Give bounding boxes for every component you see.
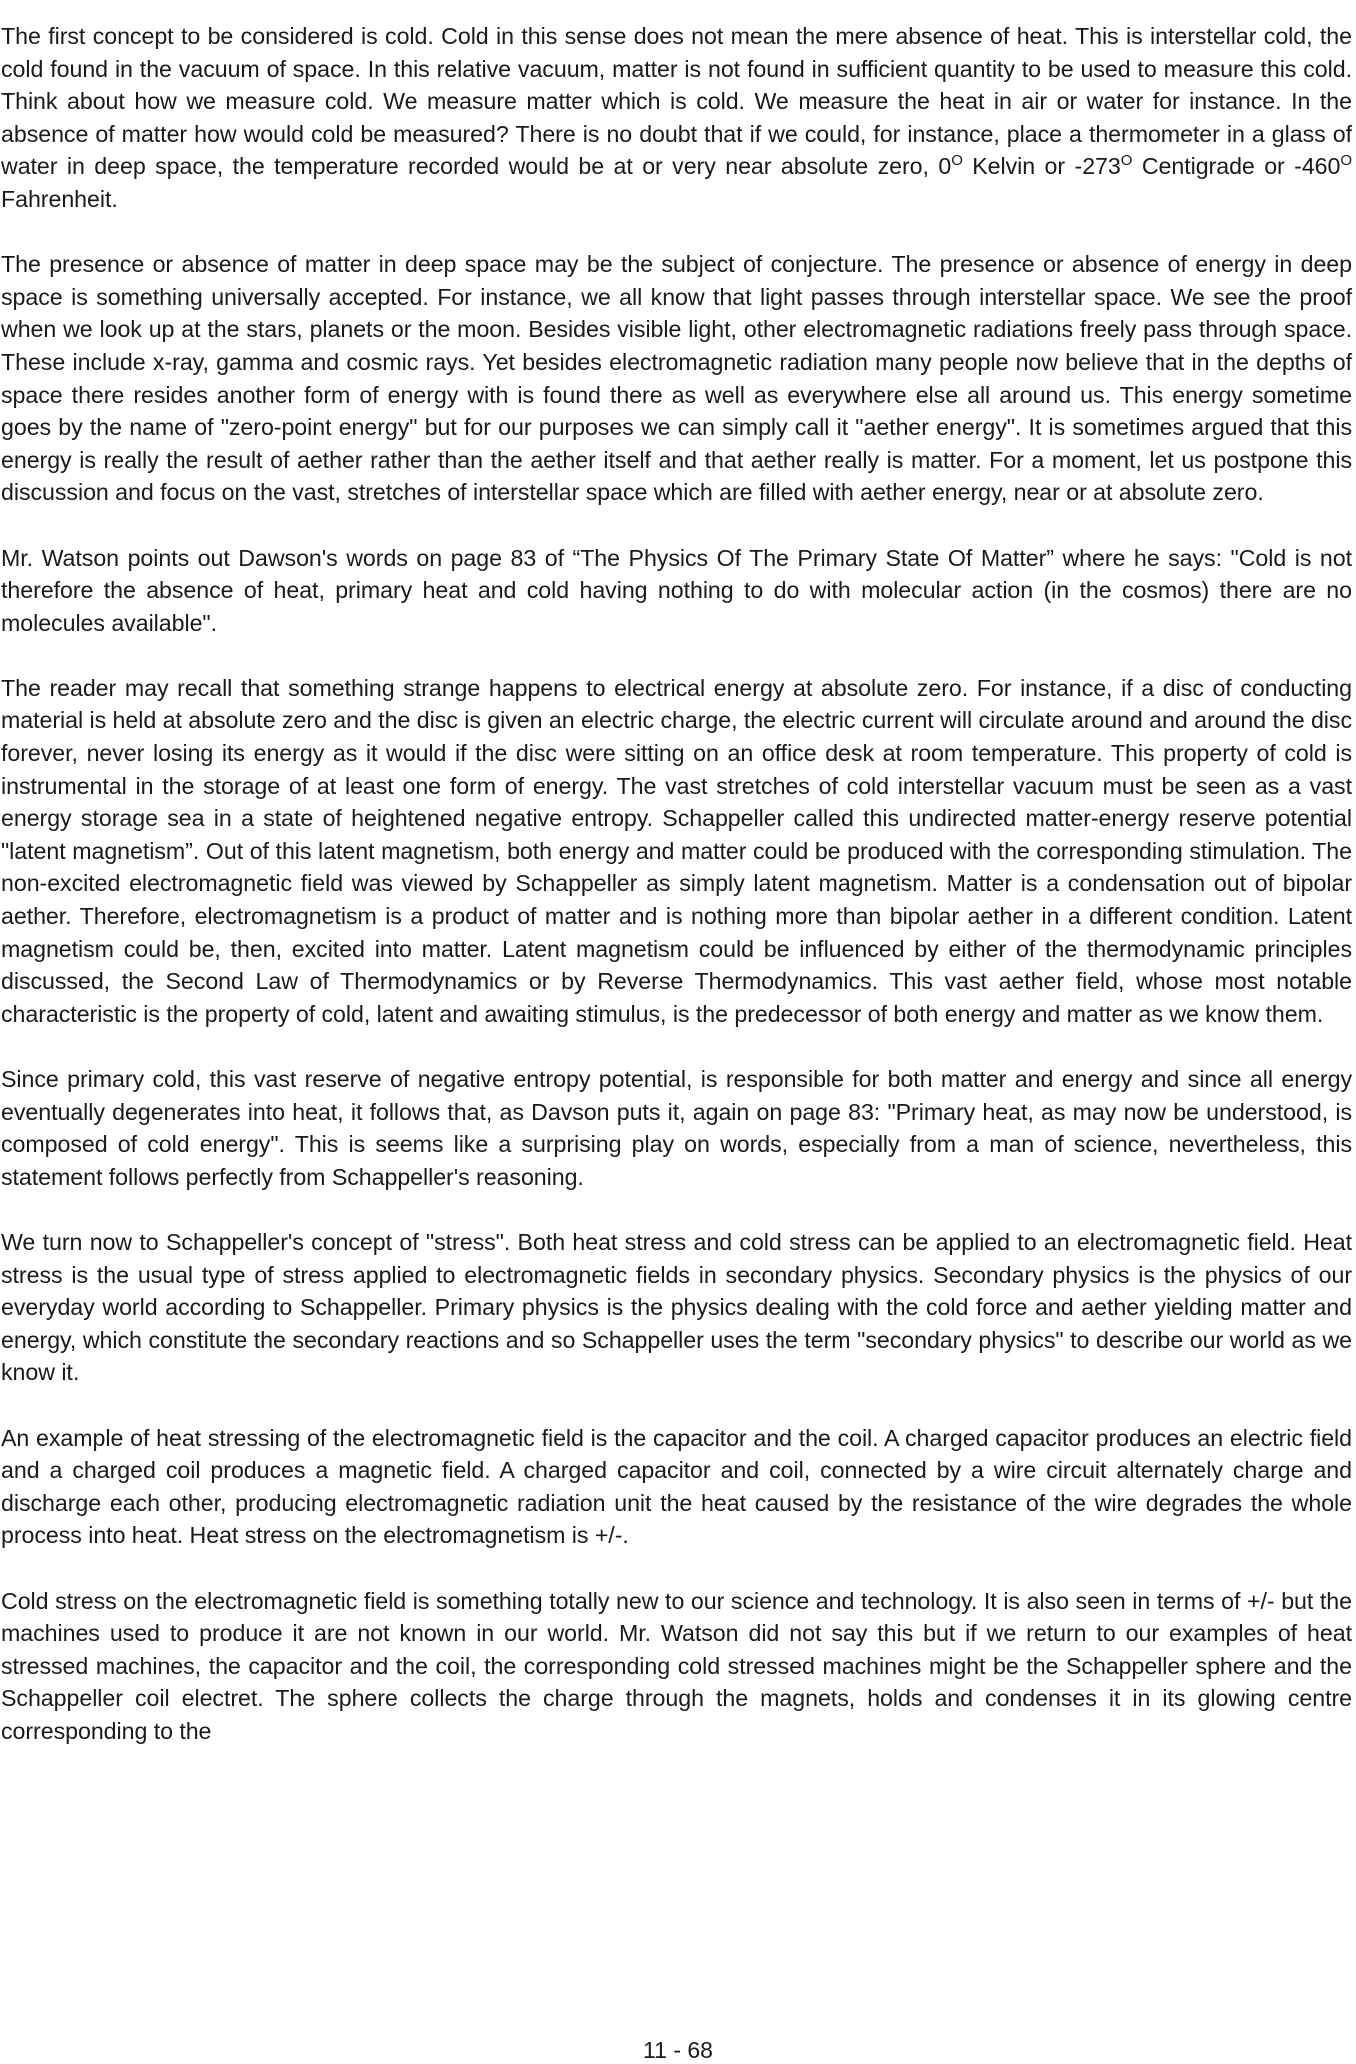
paragraph-3: Mr. Watson points out Dawson's words on page 83 of “The Physics Of The Primary State Of Matter” where he says: "Cold is not therefore the absence of heat, primary heat and cold having nothing to do with molecular action (in the cosmos) there are no molecules available". [1, 544, 1352, 636]
degree-symbol: O [1340, 152, 1353, 170]
paragraph-7: An example of heat stressing of the electromagnetic field is the capacitor and the coil. A charged capacitor produces an electric field and a charged coil produces a magnetic field. A charged capacitor and coil, connected by a wire circuit alternately charge and discharge each other, producing electromagnetic radiation unit the heat caused by the resistance of the wire degrades the whole process into heat. Heat stress on the electromagnetism is +/-. [1, 1424, 1352, 1549]
paragraph-text: Fahrenheit. [1, 185, 118, 212]
degree-symbol: O [1120, 152, 1133, 170]
paragraph-text: The first concept to be considered is cold. Cold in this sense does not mean the mere absence of heat. This is interstellar cold, the cold found in the vacuum of space. In this relative vacuum, matter is not found in sufficient quantity to be used to measure this cold. Think about how we measure cold. We measure matter which is cold. We measure the heat in air or water for instance. In the absence of matter how would cold be measured? There is no doubt that if we could, for instance, place a thermometer in a glass of water in deep space, the temperature recorded would be at or very near absolute zero, 0 [1, 23, 1352, 180]
paragraph-text: Centigrade or -460 [1132, 153, 1341, 180]
paragraph-1 [1, 20, 1352, 216]
paragraph-6: We turn now to Schappeller's concept of "stress". Both heat stress and cold stress can be applied to an electromagnetic field. Heat stress is the usual type of stress applied to electromagnetic fields in secondary physics. Secondary physics is the physics of our everyday world according to Schappeller. Primary physics is the physics dealing with the cold force and aether yielding matter and energy, which constitute the secondary reactions and so Schappeller uses the term "secondary physics" to describe our world as we know it. [1, 1228, 1352, 1386]
page-number: 11 - 68 [643, 2037, 713, 2063]
paragraph-8: Cold stress on the electromagnetic field is something totally new to our science and technology. It is also seen in terms of +/- but the machines used to produce it are not known in our world. Mr. Watson did not say this but if we return to our examples of heat stressed machines, the capacitor and the coil, the corresponding cold stressed machines might be the Schappeller sphere and the Schappeller coil electret. The sphere collects the charge through the magnets, holds and condenses it in its glowing centre corresponding to the [1, 1587, 1352, 1744]
paragraph-text: Kelvin or -273 [962, 153, 1121, 180]
paragraph-4: The reader may recall that something strange happens to electrical energy at absolute zero. For instance, if a disc of conducting material is held at absolute zero and the disc is given an electric charge, the electric current will circulate around and around the disc forever, never losing its energy as it would if the disc were sitting on an office desk at room temperature. This property of cold is instrumental in the storage of at least one form of energy. The vast stretches of cold interstellar vacuum must be seen as a vast energy storage sea in a state of heightened negative entropy. Schappeller called this undirected matter-energy reserve potential "latent magnetism”. Out of this latent magnetism, both energy and matter could be produced with the corresponding stimulation. The non-excited electromagnetic field was viewed by Schappeller as simply latent magnetism. Matter is a condensation out of bipolar aether. Therefore, electromagnetism is a product of matter and is nothing more than bipolar aether in a different condition. Latent magnetism could be, then, excited into matter. Latent magnetism could be influenced by either of the thermodynamic principles discussed, the Second Law of Thermodynamics or by Reverse Thermodynamics. This vast aether field, whose most notable characteristic is the property of cold, latent and awaiting stimulus, is the predecessor of both energy and matter as we know them. [1, 674, 1352, 1027]
degree-symbol: O [951, 152, 963, 170]
paragraph-5: Since primary cold, this vast reserve of negative entropy potential, is responsible for both matter and energy and since all energy eventually degenerates into heat, it follows that, as Davson puts it, again on page 83: "Primary heat, as may now be understood, is composed of cold energy". This is seems like a surprising play on words, especially from a man of science, nevertheless, this statement follows perfectly from Schappeller's reasoning. [1, 1066, 1352, 1190]
paragraph-2: The presence or absence of matter in deep space may be the subject of conjecture. The presence or absence of energy in deep space is something universally accepted. For instance, we all know that light passes through interstellar space. We see the proof when we look up at the stars, planets or the moon. Besides visible light, other electromagnetic radiations freely pass through space. These include x-ray, gamma and cosmic rays. Yet besides electromagnetic radiation many people now believe that in the depths of space there resides another form of energy with is found there as well as everywhere else all around us. This energy sometime goes by the name of "zero-point energy" but for our purposes we can simply call it "aether energy". It is sometimes argued that this energy is really the result of aether rather than the aether itself and that aether really is matter. For a moment, let us postpone this discussion and focus on the vast, stretches of interstellar space which are filled with aether energy, near or at absolute zero. [1, 251, 1352, 506]
